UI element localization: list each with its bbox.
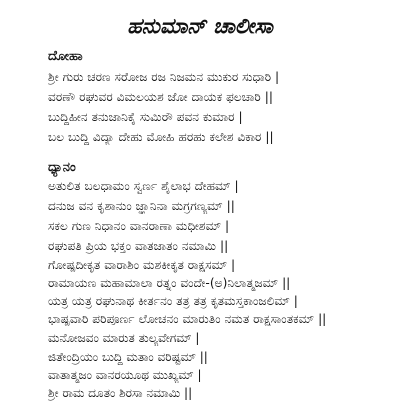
verse-line: ಶ್ರೀ ಗುರು ಚರಣ ಸರೋಜ ರಜ ನಿಜಮನ ಮುಕುರ ಸುಧಾರಿ | — [48, 70, 280, 84]
verse-line: ಬುದ್ಧಿಹೀನ ತನುಜಾನಿಕೈ ಸುಮಿರೌ ಪವನ ಕುಮಾರ | — [48, 110, 243, 124]
verse-line: ಯತ್ರ ಯತ್ರ ರಘುನಾಥ ಕೀರ್ತನಂ ತತ್ರ ತತ್ರ ಕೃತಮಸ್ತಕಾಂಜಲಿಮ್ | — [48, 294, 298, 308]
verse-line: ಅತುಲಿತ ಬಲಧಾಮಂ ಸ್ವರ್ಣ ಶೈಲಾಭ ದೇಹಮ್ | — [48, 179, 239, 193]
section-heading-doha: ದೋಹಾ — [48, 49, 83, 64]
verse-line: ವಾತಾತ್ಮಜಂ ವಾನರಯೂಥ ಮುಖ್ಯಮ್ | — [48, 368, 202, 382]
verse-line: ದನುಜ ವನ ಕೃಶಾನುಂ ಜ್ಞಾನಿನಾ ಮಗ್ರಗಣ್ಯಮ್ || — [48, 199, 235, 213]
verse-line: ಮನೋಜವಂ ಮಾರುತ ತುಲ್ಯವೇಗಮ್ | — [48, 331, 200, 345]
verse-line: ಗೋಷ್ಪದೀಕೃತ ವಾರಾಶಿಂ ಮಶಕೀಕೃತ ರಾಕ್ಷಸಮ್ | — [48, 258, 236, 272]
verse-line: ವರಣೌ ರಘುವರ ವಿಮಲಯಶ ಜೋ ದಾಯಕ ಫಲಚಾರಿ || — [48, 90, 273, 104]
verse-line: ಭಾಷ್ಪವಾರಿ ಪರಿಪೂರ್ಣ ಲೋಚನಂ ಮಾರುತಿಂ ನಮತ ರಾಕ್ಷಸಾಂತಕಮ್ || — [48, 312, 327, 326]
verse-line: ಸಕಲ ಗುಣ ನಿಧಾನಂ ವಾನರಾಣಾ ಮಧೀಶಮ್ | — [48, 219, 230, 233]
page-title: ಹನುಮಾನ್ ಚಾಲೀಸಾ — [127, 14, 273, 38]
verse-line: ರಘುಪತಿ ಪ್ರಿಯ ಭಕ್ತಂ ವಾತಜಾತಂ ನಮಾಮಿ || — [48, 239, 229, 253]
verse-line: ಜಿತೇಂದ್ರಿಯಂ ಬುದ್ಧಿ ಮತಾಂ ವರಿಷ್ಟಮ್ || — [48, 350, 208, 364]
verse-line: ಶ್ರೀ ರಾಮ ದೂತಂ ಶಿರಸಾ ನಮಾಮಿ || — [48, 386, 193, 400]
verse-line: ಬಲ ಬುದ್ಧಿ ವಿದ್ಯಾ ದೇಹು ಮೋಹಿ ಹರಹು ಕಲೇಶ ವಿಕಾರ || — [48, 130, 274, 144]
verse-line: ರಾಮಾಯಣ ಮಹಾಮಾಲಾ ರತ್ನಂ ವಂದೇ-(ಅ)ನಿಲಾತ್ಮಜಮ್ || — [48, 276, 291, 290]
section-heading-dhyanam: ಧ್ಯಾನಂ — [48, 160, 76, 175]
